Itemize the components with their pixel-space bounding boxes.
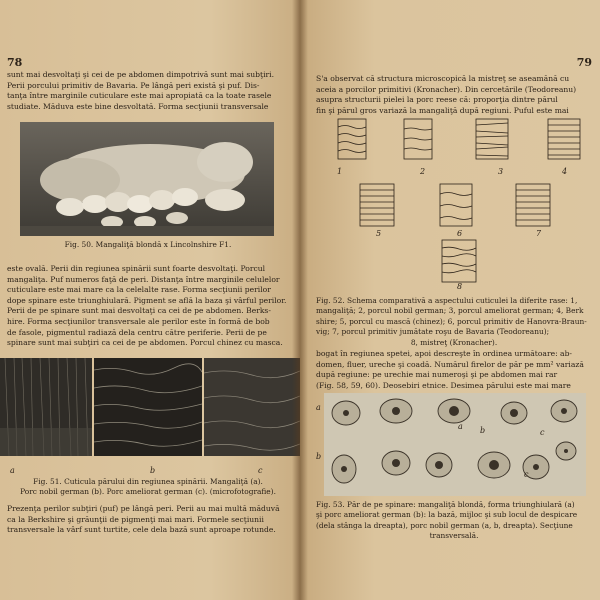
text-line: S'a observat că structura microscopică la mistreţ se aseamănă cu [316,74,570,83]
schematic-box-2 [404,119,432,159]
book-gutter [292,0,308,600]
figure-caption [316,296,592,348]
text-line: Perii de pe spinare sunt mai desvoltaţi ca cei de pe abdomen. Berks- [7,306,271,316]
figure-label: c [258,466,263,475]
figure-label: b [150,466,156,475]
figure-label: c [524,470,529,479]
text-line: studiate. Măduva este bine desvoltată. Forma secţiunii transversale [7,101,269,111]
text-line: domen, fluer, ureche şi coadă. Numărul firelor de păr pe mm² variază [316,359,584,369]
caption-line: transversală. [429,531,479,541]
paragraph [316,349,592,391]
text-line: transversale la vârf sunt turtite, cele dela bază sunt aproape rotunde. [7,525,276,535]
caption-line: (dela stânga la dreapta), porc nobil german (a, b, dreapta). Secţiune [316,520,573,530]
text-line: bogat în regiunea spetei, apoi descreşte în ordinea următoare: ab- [316,349,572,358]
figure-label: a [458,422,463,431]
schematic-box-5 [360,184,394,226]
schematic-number: 1 [337,167,343,176]
schematic-number: 2 [420,167,426,176]
text-line: fin şi părul gros variază la mangaliţă după regiuni. Puful este mai [316,105,569,115]
schematic-box-7 [516,184,550,226]
schematic-number: 7 [536,229,542,238]
text-line: cuticulare este mai mare ca la celelalte rase. Forma secţiunii perilor [7,285,271,295]
text-line: mangaliţa. Puf numeros faţă de peri. Distanţa între marginile celulelor [7,274,280,284]
page-number: 79 [576,56,592,69]
caption-line: Fig. 53. Păr de pe spinare: mangaliţă blondă, forma triunghiulară (a) [316,500,575,509]
text-line: (Fig. 58, 59, 60). Deosebiri etnice. Desimea părului este mai mare [316,380,571,390]
pigs-photograph [20,122,274,236]
right-page [300,0,600,600]
hair-cross-section-photo [324,393,586,496]
paragraph [7,504,289,536]
text-line: dope spinare este triunghiulară. Pigment se află la baza şi vârful perilor. [7,295,287,305]
caption-line: vig; 7, porcul primitiv jumătate roşu de Bavaria (Teodoreanu); [316,327,550,337]
text-line: Prezenţa perilor subţiri (puf) pe lângă peri. Perii au mai multă măduvă [7,504,280,513]
text-line: sunt mai desvoltaţi şi cei de pe abdomen dimpotrivă sunt mai subţiri. [7,70,274,79]
text-line: hire. Forma secţiunilor transversale ale perilor este în formă de bob [7,316,270,326]
figure-caption [7,477,289,498]
cuticle-schematic-diagram [316,116,592,292]
figure-caption: Fig. 50. Mangaliţă blondă x Lincolnshire F1. [64,240,232,249]
text-line: ca la Berkshire şi grăunţii de pigmenţi mai mari. Formele secţiunii [7,514,264,524]
schematic-box-6 [440,184,472,226]
page-number: 78 [7,56,23,69]
figure-label: a [316,403,321,412]
figure-label: c [540,428,545,437]
paragraph [7,70,289,112]
figure-label: a [10,466,15,475]
schematic-box-8 [442,240,476,282]
cuticle-microphoto-c [204,358,300,456]
cuticle-microphoto-b [94,358,202,456]
schematic-number: 3 [498,167,504,176]
figure-label: b [316,452,322,461]
text-line: Perii porcului primitiv de Bavaria. Pe lângă peri există şi puf. Dis- [7,80,260,90]
caption-line: 8, mistreţ (Kronacher). [410,337,498,347]
text-line: de fasole, pigmentul radiază dela centru către periferie. Perii de pe [7,327,267,337]
paragraph [7,264,289,349]
schematic-number: 6 [457,229,463,238]
schematic-number: 4 [562,167,568,176]
schematic-box-4 [548,119,580,159]
schematic-number: 8 [457,282,463,291]
text-line: asupra structurii pielei la porc reese că: proporţia dintre părul [316,95,558,105]
schematic-number: 5 [376,229,382,238]
caption-line: Fig. 51. Cuticula părului din regiunea spinării. Mangaliţă (a). [33,477,263,486]
caption-line: Porc nobil german (b). Porc ameliorat german (c). (microfotografie). [20,487,276,497]
text-line: spinare sunt mai subţiri ca cei de pe abdomen. Porcul chinez cu masca. [7,338,283,348]
caption-line: shire; 5, porcul cu mască (chinez); 6, porcul primitiv de Hanovra-Braun- [316,316,587,326]
caption-line: mangaliţă; 2, porcul nobil german; 3, porcul ameliorat german; 4, Berk [316,306,584,316]
schematic-box-1 [338,119,366,159]
cuticle-microphoto-a [0,358,92,456]
figure-label: b [480,426,486,435]
text-line: aceia a porcilor primitivi (Kronacher). Din cercetările (Teodoreanu) [316,84,577,94]
caption-line: Fig. 52. Schema comparativă a aspectului cuticulei la diferite rase: 1, [316,296,578,305]
figure-caption [316,500,592,542]
caption-line: şi porc ameliorat german (b): la bază, mijloc şi sub locul de despicare [316,510,578,520]
text-line: după regiune: pe urechie mai numeroşi şi pe abdomen mai rar [316,370,558,380]
paragraph [316,74,592,116]
text-line: tanţa între marginile cuticulare este mai apropiată ca la toate rasele [7,91,272,101]
schematic-box-3 [476,119,508,159]
text-line: este ovală. Perii din regiunea spinării sunt foarte desvoltaţi. Porcul [7,264,266,273]
